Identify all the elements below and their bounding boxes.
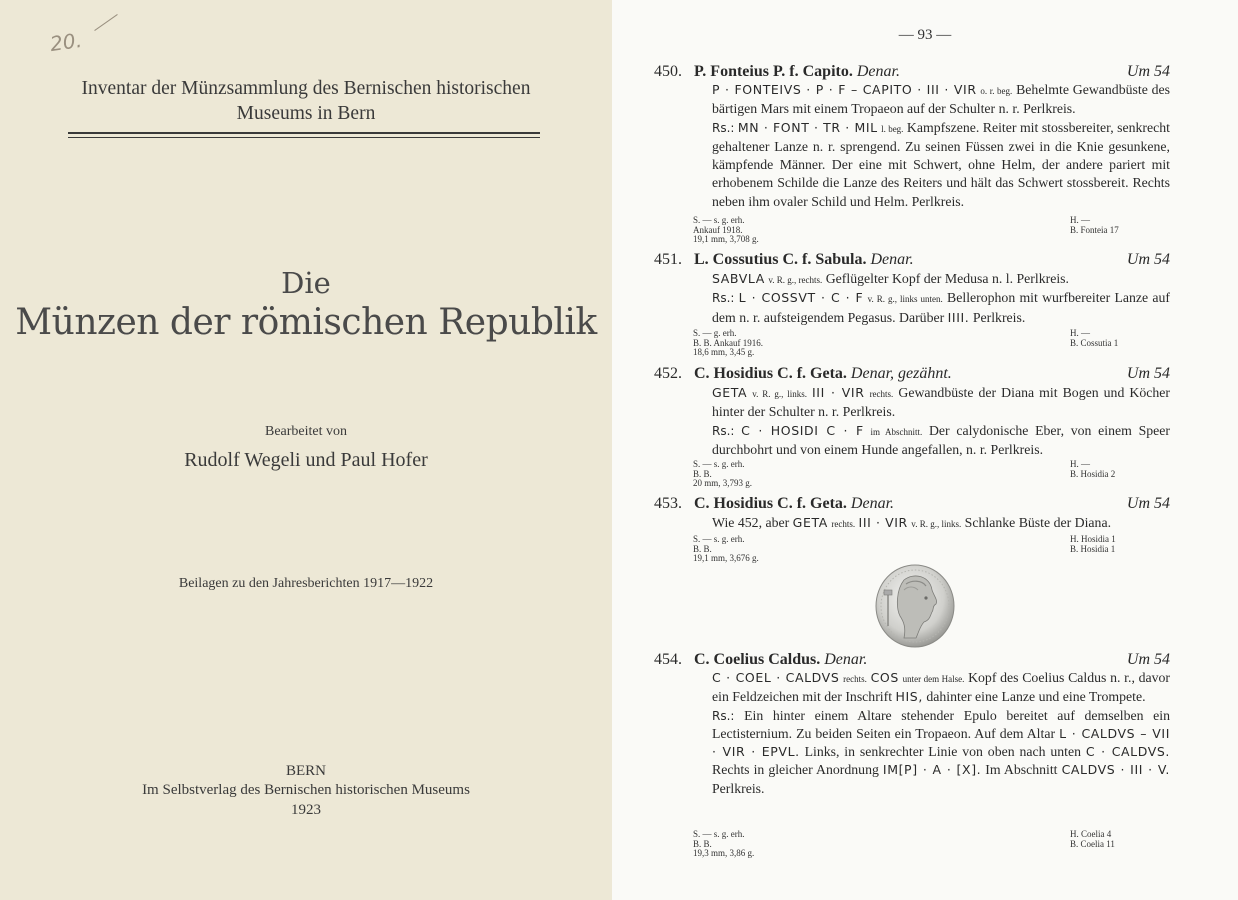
publisher-city: BERN (285, 763, 326, 779)
obverse-legend: P · FONTEIVS · P · F – CAPITO · III · VIR (712, 82, 977, 97)
reverse-description: Rs.: L · COSSVT · C · F v. R. g., links unten. Bellerophon mit wurfbereiter Lanze auf dem n. r. aufsteigendem Pegasus. Darüber IIII. Perlkreis. (712, 290, 1170, 325)
moneyer-name: C. Coelius Caldus. (694, 651, 821, 668)
publication-year: 1923 (291, 802, 321, 818)
entry-number: 452. (654, 365, 682, 382)
entry-number: 450. (654, 63, 682, 80)
coin-type: Denar. (850, 495, 895, 512)
entry-number: 451. (654, 251, 682, 268)
obverse-description: P · FONTEIVS · P · F – CAPITO · III · VIR o. r. beg. Behelmte Gewandbüste des bärtigen Mars mit einem Tropaeon auf der Schulter n. r. Perlkreis. (712, 82, 1170, 117)
entry-454-meta-left: S. — s. g. erh. B. B. 19,3 mm, 3,86 g. (693, 829, 755, 858)
entry-452-meta-right: H. — B. Hosidia 2 (1070, 459, 1116, 479)
institution-title (0, 76, 612, 126)
edited-by: Bearbeitet von (264, 424, 348, 439)
obverse-description: C · COEL · CALDVS rechts. COS unter dem Halse. Kopf des Coelius Caldus n. r., davor ein Feldzeichen mit der Inschrift HIS, dahinter eine Lanze und eine Trompete. (712, 670, 1171, 705)
reverse-legend: C · HOSIDI C · F (741, 422, 864, 438)
entry-451-meta-left: S. — g. erh. B. B. Ankauf 1916. 18,6 mm, 3,45 g. (693, 328, 764, 357)
entry-452-meta-left: S. — s. g. erh. B. B. 20 mm, 3,793 g. (693, 459, 753, 488)
obverse-legend: GETA (712, 385, 748, 400)
authors: Rudolf Wegeli und Paul Hofer (184, 449, 428, 471)
entry-450-header (654, 63, 1170, 81)
coin-head-of-coelius-caldus-icon (874, 564, 956, 648)
coin-type: Denar. (824, 651, 868, 668)
obverse-legend: SABVLA (712, 271, 765, 286)
entry-452-body (712, 384, 1170, 459)
entry-454-meta-right: H. Coelia 4 B. Coelia 11 (1070, 829, 1115, 849)
entry-453-body (712, 514, 1170, 533)
publisher: Im Selbstverlag des Bernischen historischen Museums (142, 782, 470, 798)
obverse-legend: C · COEL · CALDVS (712, 670, 840, 685)
entry-451-body (712, 270, 1170, 327)
double-rule-bottom (68, 137, 540, 138)
double-rule-top (68, 132, 540, 134)
book-cover (0, 0, 612, 900)
page-number: — 93 — (898, 27, 952, 43)
entry-454-body (712, 669, 1170, 798)
moneyer-name: C. Hosidius C. f. Geta. (694, 365, 847, 382)
reverse-description: Rs.: C · HOSIDI C · F im Abschnitt. Der calydonische Eber, von einem Speer durchbohrt und von einem Hunde angefallen, n. r. Perlkreis. (712, 422, 1170, 457)
entry-453-meta-left: S. — s. g. erh. B. B. 19,1 mm, 3,676 g. (693, 534, 759, 563)
coin-date: Um 54 (1126, 365, 1170, 382)
coin-type: Denar. (870, 251, 914, 268)
reverse-legend: L · COSSVT · C · F (738, 290, 864, 306)
moneyer-name: P. Fonteius P. f. Capito. (694, 63, 853, 80)
entry-453-meta-right: H. Hosidia 1 B. Hosidia 1 (1070, 534, 1116, 554)
entry-450-body (712, 81, 1170, 211)
pencil-stroke (94, 14, 118, 31)
title-small: Die (281, 266, 331, 300)
coin-date: Um 54 (1126, 251, 1170, 268)
coin-type: Denar. (856, 63, 900, 80)
moneyer-name: L. Cossutius C. f. Sabula. (694, 251, 867, 268)
entry-453-header (654, 495, 1170, 513)
coin-date: Um 54 (1126, 63, 1170, 80)
obverse-description: GETA v. R. g., links. III · VIR rechts. Gewandbüste der Diana mit Bogen und Köcher hinter der Schulter n. r. Perlkreis. (712, 385, 1170, 420)
entry-450-meta-left: S. — s. g. erh. Ankauf 1918. 19,1 mm, 3,708 g. (693, 215, 759, 244)
reverse-description: Rs.: MN · FONT · TR · MIL l. beg. Kampfszene. Reiter mit stossbereiter, senkrecht gehaltener Lanze n. r. sprengend. Zu seinen Füssen zwei in die Knie gesunkene, kämpfende Männer. Der eine mit Schwert, ohne Helm, der andere pariert mit erhobenem Schilde die Lanze des Reiters und hält das Schwert stossbereit. Rechts neben ihm ovaler Schild und Helm. Perlkreis. (712, 119, 1171, 209)
entry-number: 453. (654, 495, 682, 512)
entry-450-meta-right: H. — B. Fonteia 17 (1070, 215, 1119, 235)
entry-454-header (654, 651, 1170, 669)
pencil-note: 20. (48, 27, 84, 57)
reverse-legend: MN · FONT · TR · MIL (737, 119, 878, 135)
entry-451-header (654, 251, 1170, 269)
coin-date: Um 54 (1126, 651, 1170, 668)
supplement-note: Beilagen zu den Jahresberichten 1917—1922 (178, 576, 434, 591)
entry-451-meta-right: H. — B. Cossutia 1 (1070, 328, 1119, 348)
entry-452-header (654, 365, 1170, 383)
institution-line-1: Inventar der Münzsammlung des Bernischen historischen (81, 78, 531, 99)
coin-date: Um 54 (1126, 495, 1170, 512)
obverse-description: SABVLA v. R. g., rechts. Geflügelter Kopf der Medusa n. l. Perlkreis. (712, 271, 1069, 286)
institution-line-2: Museums in Bern (236, 103, 376, 124)
coin-type: Denar, gezähnt. (850, 365, 952, 382)
reverse-description: Rs.: Ein hinter einem Altare stehender Epulo bereitet auf demselben ein Lectisternium. Zu beiden Seiten ein Tropaeon. Auf dem Altar L · CALDVS – VII · VIR · EPVL. Links, in senkrechter Linie von oben nach unten C · CALDVS. Rechts in gleicher Anordnung IM[P] · A · [X]. Im Abschnitt CALDVS · III · V. Perlkreis. (712, 707, 1171, 796)
entry-number: 454. (654, 651, 682, 668)
reverse-legend: L · CALDVS – VII · VIR · EPVL. (712, 725, 1170, 760)
moneyer-name: C. Hosidius C. f. Geta. (694, 495, 847, 512)
obverse-description: Wie 452, aber GETA rechts. III · VIR v. R. g., links. Schlanke Büste der Diana. (712, 515, 1112, 530)
book-title: Münzen der römischen Republik (15, 302, 597, 343)
